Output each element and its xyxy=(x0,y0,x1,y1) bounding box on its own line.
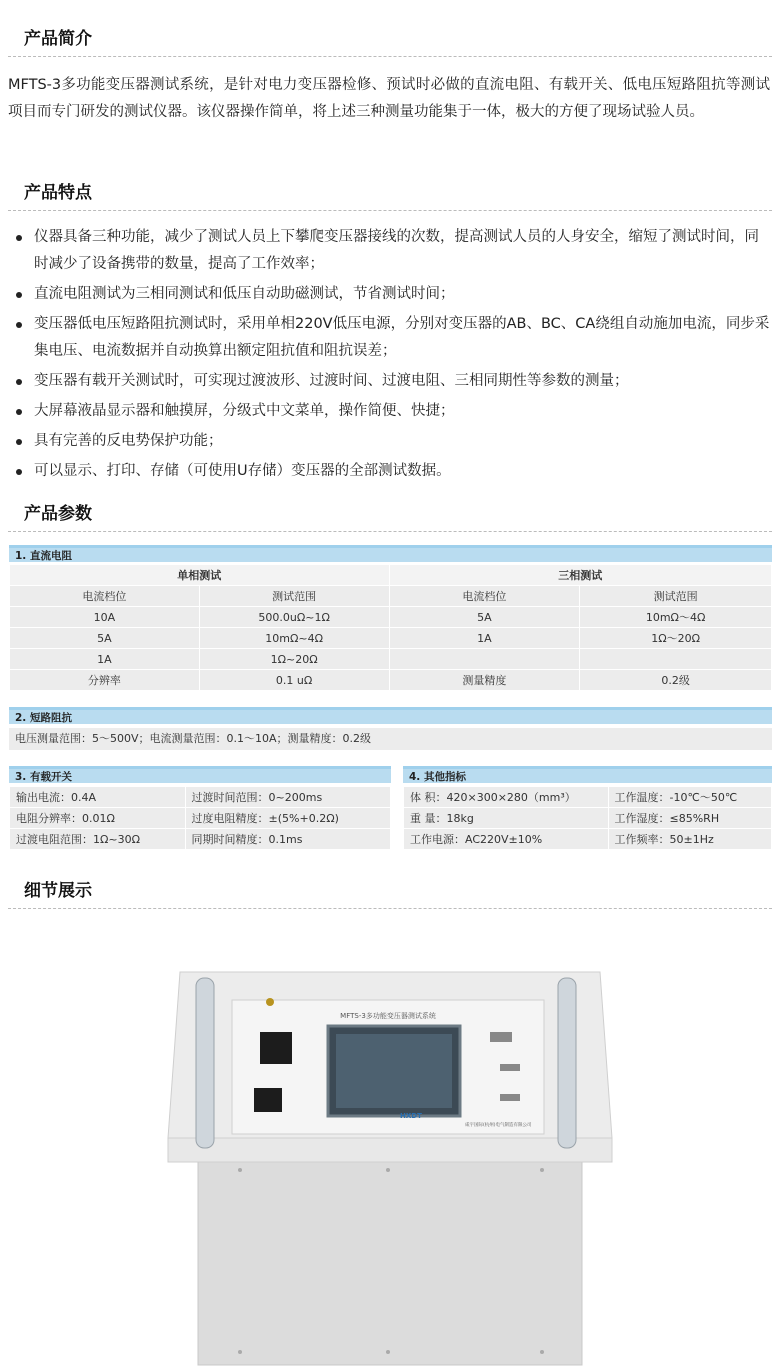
table-row xyxy=(10,808,391,829)
table-cell: 体 积：420×300×280（mm³） xyxy=(404,787,609,808)
other-specs-title: 4. 其他指标 xyxy=(403,766,772,783)
table-cell: 5A xyxy=(10,628,200,649)
table-cell: 5A xyxy=(389,607,580,628)
table-row xyxy=(10,565,772,586)
table-row xyxy=(10,628,772,649)
right-handle-icon xyxy=(558,978,576,1148)
feature-text: 变压器有载开关测试时，可实现过渡波形、过渡时间、过渡电阻、三相同期性等参数的测量； xyxy=(34,373,629,389)
table-cell: 10mΩ~4Ω xyxy=(199,628,389,649)
list-item xyxy=(8,281,770,308)
bullet-icon xyxy=(16,439,22,445)
feature-text: 大屏幕液晶显示器和触摸屏，分级式中文菜单，操作简便、快捷； xyxy=(34,403,455,419)
list-item xyxy=(8,398,770,425)
bullet-icon xyxy=(16,379,22,385)
screw-icon xyxy=(540,1168,544,1172)
other-specs-table xyxy=(403,786,772,850)
table-row xyxy=(404,787,772,808)
table-cell: 0.1 uΩ xyxy=(199,670,389,691)
col-range: 测试范围 xyxy=(199,586,389,607)
bullet-icon xyxy=(16,469,22,475)
table-row xyxy=(10,586,772,607)
params-heading: 产品参数 xyxy=(24,504,92,524)
table-cell: 工作频率：50±1Hz xyxy=(608,829,771,850)
table-row xyxy=(404,808,772,829)
table-row xyxy=(10,607,772,628)
table-row xyxy=(404,829,772,850)
table-cell: 1A xyxy=(10,649,200,670)
table-cell: 1A xyxy=(389,628,580,649)
table-cell: 10A xyxy=(10,607,200,628)
list-item xyxy=(8,458,770,485)
col-current: 电流档位 xyxy=(389,586,580,607)
table-row xyxy=(10,649,772,670)
table-cell: 工作湿度：≤85%RH xyxy=(608,808,771,829)
ground-terminal-icon xyxy=(266,998,274,1006)
bullet-icon xyxy=(16,292,22,298)
table-cell: 10mΩ～4Ω xyxy=(580,607,772,628)
maker-text: 咸宇国际(杭州)电气制造有限公司 xyxy=(465,1123,532,1128)
table-cell: 0.2级 xyxy=(580,670,772,691)
screw-icon xyxy=(238,1350,242,1354)
features-heading: 产品特点 xyxy=(24,183,92,203)
section-params-heading xyxy=(8,493,772,532)
list-item xyxy=(8,311,770,365)
intro-text: MFTS-3多功能变压器测试系统，是针对电力变压器检修、预试时必做的直流电阻、有载开关、低电压短路阻抗等测试项目而专门研发的测试仪器。该仪器操作简单，将上述三种测量功能集于一体，极大的方便了现场试验人员。 xyxy=(8,77,770,120)
feature-text: 变压器低电压短路阻抗测试时，采用单相220V低压电源，分别对变压器的AB、BC、CA绕组自动施加电流，同步采集电压、电流数据并自动换算出额定阻抗值和阻抗误差； xyxy=(34,316,770,359)
feature-text: 具有完善的反电势保护功能； xyxy=(34,433,223,449)
col-current: 电流档位 xyxy=(10,586,200,607)
table-cell: 工作电源：AC220V±10% xyxy=(404,829,609,850)
serial-port-icon xyxy=(490,1032,512,1042)
table-cell: 过渡时间范围：0~200ms xyxy=(185,787,390,808)
screw-icon xyxy=(238,1168,242,1172)
bullet-icon xyxy=(16,235,22,241)
col-range: 测试范围 xyxy=(580,586,772,607)
table-cell xyxy=(389,649,580,670)
table-cell: 1Ω～20Ω xyxy=(580,628,772,649)
details-heading: 细节展示 xyxy=(24,881,92,901)
short-circuit-text: 电压测量范围：5～500V；电流测量范围：0.1～10A；测量精度：0.2级 xyxy=(9,728,772,750)
table-cell: 过度电阻精度：±(5%+0.2Ω) xyxy=(185,808,390,829)
dc-resistance-table xyxy=(9,564,772,691)
screw-icon xyxy=(386,1350,390,1354)
panel-title: MFTS-3多功能变压器测试系统 xyxy=(340,1012,436,1020)
device-case-rim xyxy=(168,1138,612,1162)
table-cell: 测量精度 xyxy=(389,670,580,691)
table-cell: 1Ω~20Ω xyxy=(199,649,389,670)
lcd-display xyxy=(336,1034,452,1108)
tap-changer-title: 3. 有载开关 xyxy=(9,766,391,783)
left-handle-icon xyxy=(196,978,214,1148)
bullet-icon xyxy=(16,409,22,415)
list-item xyxy=(8,428,770,455)
three-phase-header: 三相测试 xyxy=(389,565,772,586)
usb-port-icon xyxy=(500,1094,520,1101)
device-case-body xyxy=(198,1140,582,1365)
screw-icon xyxy=(540,1350,544,1354)
usb-port-icon xyxy=(500,1064,520,1071)
list-item xyxy=(8,368,770,395)
power-switch xyxy=(254,1088,282,1112)
table-row xyxy=(10,787,391,808)
table-row xyxy=(10,829,391,850)
bullet-icon xyxy=(16,322,22,328)
feature-text: 仪器具备三种功能，减少了测试人员上下攀爬变压器接线的次数，提高测试人员的人身安全，缩短了测试时间，同时减少了设备携带的数量，提高了工作效率； xyxy=(34,229,759,272)
table-cell: 同期时间精度：0.1ms xyxy=(185,829,390,850)
list-item xyxy=(8,224,770,278)
table-cell: 分辨率 xyxy=(10,670,200,691)
power-socket-icon xyxy=(260,1032,292,1064)
table-cell: 过渡电阻范围：1Ω~30Ω xyxy=(10,829,186,850)
feature-text: 直流电阻测试为三相同测试和低压自动助磁测试，节省测试时间； xyxy=(34,286,455,302)
table-row xyxy=(10,670,772,691)
tap-changer-table xyxy=(9,786,391,850)
single-phase-header: 单相测试 xyxy=(10,565,390,586)
section-features-heading xyxy=(8,172,772,211)
table-cell: 电阻分辨率：0.01Ω xyxy=(10,808,186,829)
feature-list xyxy=(8,224,770,488)
dc-resistance-title: 1. 直流电阻 xyxy=(9,545,772,562)
screw-icon xyxy=(386,1168,390,1172)
intro-heading: 产品简介 xyxy=(24,29,92,49)
device-photo xyxy=(150,960,630,1370)
table-cell xyxy=(580,649,772,670)
short-circuit-title: 2. 短路阻抗 xyxy=(9,707,772,724)
table-cell: 重 量：18kg xyxy=(404,808,609,829)
table-cell: 500.0uΩ~1Ω xyxy=(199,607,389,628)
brand-logo: HXDT xyxy=(400,1112,422,1120)
section-intro-heading xyxy=(8,18,772,57)
table-cell: 输出电流：0.4A xyxy=(10,787,186,808)
section-details-heading xyxy=(8,870,772,909)
table-cell: 工作温度：-10℃～50℃ xyxy=(608,787,771,808)
feature-text: 可以显示、打印、存储（可使用U存储）变压器的全部测试数据。 xyxy=(34,463,451,479)
